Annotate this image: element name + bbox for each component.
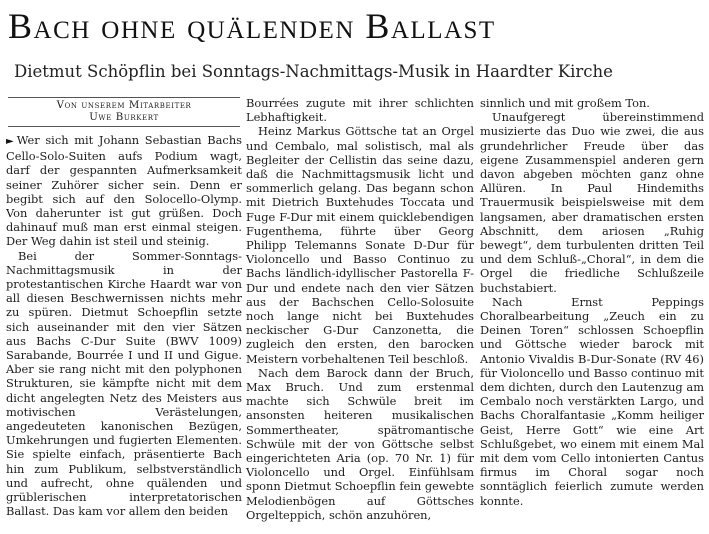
article-paragraph: Nach dem Barock dann der Bruch, Max Bruch. Und zum erstenmal machte sich Schwüle breit im ansonsten heiteren musikalischen Sommertheater, spätromantische Schwüle mit der von Göttsche selbst eingerichteten Aria (op. 70 Nr. 1) für Violoncello und Orgel. Einfühlsam sponn Dietmut Schoepflin fein gewebte Melodienbögen auf Göttsches Orgelteppich, schön anzuhören,	[246, 365, 475, 522]
byline-author: Uwe Burkert	[89, 112, 159, 123]
article-paragraph: ► Wer sich mit Johann Sebastian Bachs Cello-Solo-Suiten aufs Podium wagt, darf der gespannten Aufmerksamkeit seiner Zuhörer sicher sein. Denn er begibt sich auf den Solocello-Olymp. Von daherunter ist gut grüßen. Doch dahinauf muß man erst einmal steigen. Der Weg dahin ist steil und steinig.	[6, 133, 242, 249]
lead-marker-icon: ►	[6, 136, 14, 147]
article-paragraph: Heinz Markus Göttsche tat an Orgel und Cembalo, mal solistisch, mal als Begleiter der Cellistin das seine dazu, daß die Nachmittagsmusik licht und sommerlich gelang. Das begann schon mit Dietrich Buxtehudes Toccata und Fuge F-Dur mit einem quicklebendigen Fugenthema, führte über Georg Philipp Telemanns Sonate D-Dur für Violoncello und Basso Continuo zu Bachs ländlich-idyllischer Pastorella F-Dur und endete nach den vier Sätzen aus der Bachschen Cello-Solosuite noch lange nicht bei Buxtehudes neckischer G-Dur Canzonetta, die zugleich den ersten, den barocken Meistern vorbehaltenen Teil beschloß.	[246, 124, 474, 366]
column-2	[246, 96, 474, 522]
article-paragraph: Bourrées zugute mit ihrer schlichten Lebhaftigkeit.	[246, 96, 474, 125]
article-paragraph: Bei der Sommer-Sonntags-Nachmittagsmusik in der protestantischen Kirche Haardt war von all diesen Beschwernissen nichts mehr zu spüren. Dietmut Schoepflin setzte sich auseinander mit den vier Sätzen aus Bachs C-Dur Suite (BWV 1009) Sarabande, Bourrée I und II und Gigue. Aber sie rang nicht mit den polyphonen Strukturen, sie kämpfte nicht mit dem dicht angelegten Netz des Meisters aus motivischen Verästelungen, angedeuteten kanonischen Bezügen, Umkehrungen und fugierten Elementen. Sie spielte einfach, präsentierte Bach hin zum Publikum, selbstverständlich und aufrecht, ohne quälenden und grüblerischen interpretatorischen Ballast. Das kam vor allem den beiden	[6, 248, 242, 519]
byline	[8, 97, 240, 127]
column-3	[480, 96, 704, 508]
article-paragraph: sinnlich und mit großem Ton.	[480, 96, 650, 110]
headline: Bach ohne quälenden Ballast	[8, 6, 496, 46]
article-paragraph: Nach Ernst Peppings Choralbearbeitung „Zeuch ein zu Deinen Toren“ schlossen Schoepflin und Göttsche wieder barock mit Antonio Vivaldis B-Dur-Sonate (RV 46) für Violoncello und Basso continuo mit dem dichten, durch den Lautenzug am Cembalo noch verstärkten Largo, und Bachs Choralfantasie „Komm heiliger Geist, Herre Gott“ wie eine Art Schlußgebet, wo einem mit einem Mal mit dem vom Cello intonierten Cantus firmus im Choral sogar noch sonntäglich feierlich zumute werden konnte.	[480, 294, 704, 508]
byline-label: Von unserem Mitarbeiter	[56, 100, 192, 111]
column-1	[6, 97, 242, 518]
subheadline: Dietmut Schöpflin bei Sonntags-Nachmittags-Musik in Haardter Kirche	[14, 62, 613, 81]
article-paragraph: Unaufgeregt übereinstimmend musizierte das Duo wie zwei, die aus grundehrlicher Freude über das eigene Zusammenspiel anderen gern davon abgeben möchten ganz ohne Allüren. In Paul Hindemiths Trauermusik beispielsweise mit dem langsamen, aber dramatischen ersten Abschnitt, dem ariosen „Ruhig bewegt“, dem turbulenten dritten Teil und dem Schluß-„Choral“, in dem die Orgel die friedliche Schlußzeile buchstabiert.	[480, 110, 704, 295]
